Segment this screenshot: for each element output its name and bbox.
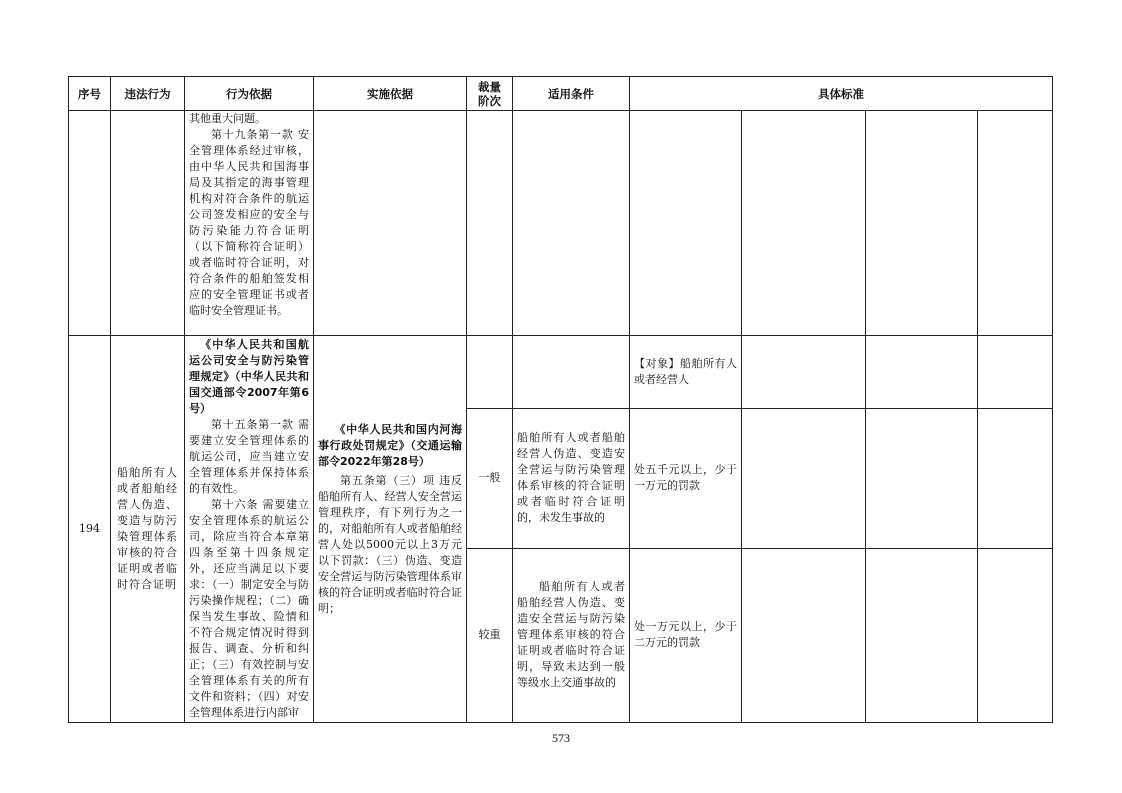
condition-text: 船舶所有人或者船舶经营人伪造、变造安全营运与防污染管理体系审核的符合证明或者临时符合证明的，未发生事故的 [517,431,625,525]
cell-standard-empty [866,548,978,722]
table-header-row [69,77,1053,111]
cell-level: 一般 [467,408,513,548]
cell-standard-empty [742,111,866,336]
cell-impl-basis [314,336,467,723]
cell-violation-empty [111,111,185,336]
cell-condition-empty [513,336,630,409]
basis-text: 其他重大问题。 [189,112,266,125]
cell-standard-empty [866,336,978,409]
cell-penalty [630,548,742,722]
cell-condition [513,408,630,548]
violation-text: 船舶所有人或者船舶经营人伪造、变造与防污染管理体系审核的符合证明或者临时符合证明 [117,466,178,591]
cell-target [630,336,742,409]
cell-standard-empty [742,548,866,722]
cell-seq: 194 [69,336,111,723]
cell-standard-empty [742,408,866,548]
cell-level: 较重 [467,548,513,722]
cell-condition-empty [513,111,630,336]
header-seq: 序号 [69,77,111,111]
table-row-continued [69,111,1053,336]
cell-standard-empty [978,111,1053,336]
basis-text: 第十六条 需要建立安全管理体系的航运公司，除应当符合本章第四条至第十四条规定外，还应当满足以下要求：（一）制定安全与防污染操作规程；（二）确保当发生事故、险情和不符合规定情况时得到报告、调查、分析和纠正；（三）有效控制与安全管理体系有关的所有文件和资料；（四）对安全管理体系进行内部审 [189,498,309,719]
basis-text: 第十九条第一款 安全管理体系经过审核，由中华人民共和国海事局及其指定的海事管理机构对符合条件的航运公司签发相应的安全与防污染能力符合证明（以下简称符合证明）或者临时符合证明，对符合条件的船舶签发相应的安全管理证书或者临时安全管理证书。 [189,128,309,317]
table-row-194 [69,336,1053,409]
cell-standard-empty [630,111,742,336]
header-standard: 具体标准 [630,77,1053,111]
header-impl-basis: 实施依据 [314,77,467,111]
condition-text: 船舶所有人或者船舶经营人伪造、变造安全营运与防污染管理体系审核的符合证明或者临时符合证明，导致未达到一般等级水上交通事故的 [517,580,625,690]
cell-behavior-basis [185,336,314,723]
cell-condition [513,548,630,722]
target-text: 【对象】船舶所有人或者经营人 [634,356,737,386]
penalty-text: 处五千元以上，少于一万元的罚款 [634,463,737,493]
impl-basis-text: 第五条第（三）项 违反船舶所有人、经营人安全营运管理秩序，有下列行为之一的，对船舶所有人或者船舶经营人处以5000元以上3万元以下罚款：（三）伪造、变造安全营运与防污染管理体系审核的符合证明或者临时符合证明； [318,474,462,615]
impl-basis-title: 《中华人民共和国内河海事行政处罚规定》（交通运输部令2022年第28号） [318,423,462,468]
penalty-text: 处一万元以上，少于二万元的罚款 [634,620,737,650]
cell-standard-empty [866,111,978,336]
cell-impl-basis-empty [314,111,467,336]
page-number: 573 [552,731,570,745]
cell-level-empty [467,111,513,336]
header-conditions: 适用条件 [513,77,630,111]
cell-standard-empty [978,336,1053,409]
header-violation: 违法行为 [111,77,185,111]
basis-title: 《中华人民共和国航运公司安全与防污染管理规定》（中华人民共和国交通部令2007年第6号） [189,338,309,415]
cell-standard-empty [978,548,1053,722]
cell-seq-empty [69,111,111,336]
cell-behavior-basis-continued [185,111,314,336]
penalty-standard-table [68,76,1053,723]
basis-text: 第十五条第一款 需要建立安全管理体系的航运公司，应当建立安全管理体系并保持体系的有效性。 [189,418,309,495]
cell-standard-empty [866,408,978,548]
cell-standard-empty [742,336,866,409]
cell-standard-empty [978,408,1053,548]
header-behavior-basis: 行为依据 [185,77,314,111]
cell-level-empty [467,336,513,409]
cell-penalty [630,408,742,548]
header-discretion-level: 裁量阶次 [467,77,513,111]
cell-violation [111,336,185,723]
